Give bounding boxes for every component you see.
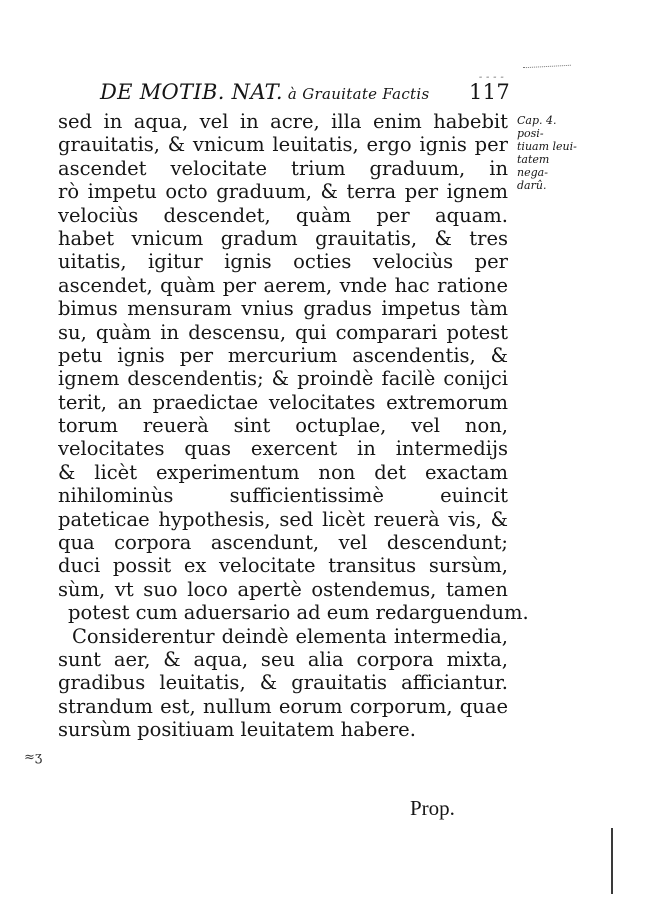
text-line: uitatis, igitur ignis octies velociùs per bbox=[58, 250, 508, 274]
paragraph-start: Considerentur deindè elementa intermedia, bbox=[72, 624, 508, 648]
page-edge-line bbox=[611, 828, 613, 894]
left-margin-mark: ≈ʒ bbox=[24, 750, 43, 765]
text-line: pateticae hypothesis, sed licèt reuerà vis, & bbox=[58, 507, 508, 531]
text-line: ascendet velocitate trium graduum, in bbox=[58, 156, 508, 180]
text-line: gradibus leuitatis, & grauitatis afficiantur. bbox=[58, 671, 508, 695]
text-line: sursùm positiuam leuitatem habere. bbox=[58, 718, 416, 742]
text-line: habet vnicum gradum grauitatis, & tres bbox=[58, 226, 508, 250]
text-line: sed in aqua, vel in acre, illa enim habebit bbox=[58, 110, 508, 133]
text-line: sùm, vt suo loco apertè ostendemus, tamen bbox=[58, 577, 508, 601]
text-line: terit, an praedictae velocitates extremorum bbox=[58, 390, 508, 414]
top-ornament bbox=[523, 65, 571, 75]
text-line: ignem descendentis; & proindè facilè conijci bbox=[58, 367, 508, 391]
text-line: ascendet, quàm per aerem, vnde hac ratione bbox=[58, 273, 508, 297]
text-line: su, quàm in descensu, qui comparari potest bbox=[58, 320, 508, 344]
margin-note-line: tatem nega- bbox=[517, 153, 550, 179]
marginal-note bbox=[517, 114, 583, 192]
text-line: strandum est, nullum eorum corporum, quae bbox=[58, 694, 508, 718]
text-line: grauitatis, & vnicum leuitatis, ergo ignis per bbox=[58, 133, 508, 157]
catchword: Prop. bbox=[410, 796, 455, 820]
text-line: potest cum aduersario ad eum redarguendum. bbox=[68, 601, 529, 625]
margin-note-line: Cap. 4. posi- bbox=[517, 114, 557, 140]
text-line: sunt aer, & aqua, seu alia corpora mixta, bbox=[58, 647, 508, 671]
margin-note-line: tiuam leui- bbox=[517, 140, 577, 153]
text-line: velocitates quas exercent in intermedijs bbox=[58, 437, 508, 461]
text-line: duci possit ex velocitate transitus sursùm, bbox=[58, 554, 508, 578]
text-line: nihilominùs sufficientissimè euincit bbox=[58, 484, 508, 508]
text-line: torum reuerà sint octuplae, vel non, bbox=[58, 414, 508, 438]
margin-note-line: darû. bbox=[517, 179, 547, 192]
text-line: rò impetu octo graduum, & terra per ignem bbox=[58, 180, 508, 204]
text-line: velociùs descendet, quàm per aquam. bbox=[58, 203, 508, 227]
page-marks: - - - - bbox=[478, 72, 504, 83]
running-title: DE MOTIB. NAT. à Grauitate Factis bbox=[100, 80, 430, 104]
body-text bbox=[58, 110, 529, 742]
text-line: petu ignis per mercurium ascendentis, & bbox=[58, 343, 508, 367]
text-line: qua corpora ascendunt, vel descendunt; bbox=[58, 531, 508, 555]
text-line: & licèt experimentum non det exactam bbox=[58, 460, 508, 484]
running-header bbox=[100, 72, 510, 114]
text-line: bimus mensuram vnius gradus impetus tàm bbox=[58, 297, 508, 321]
page-number: 117 bbox=[469, 80, 510, 104]
